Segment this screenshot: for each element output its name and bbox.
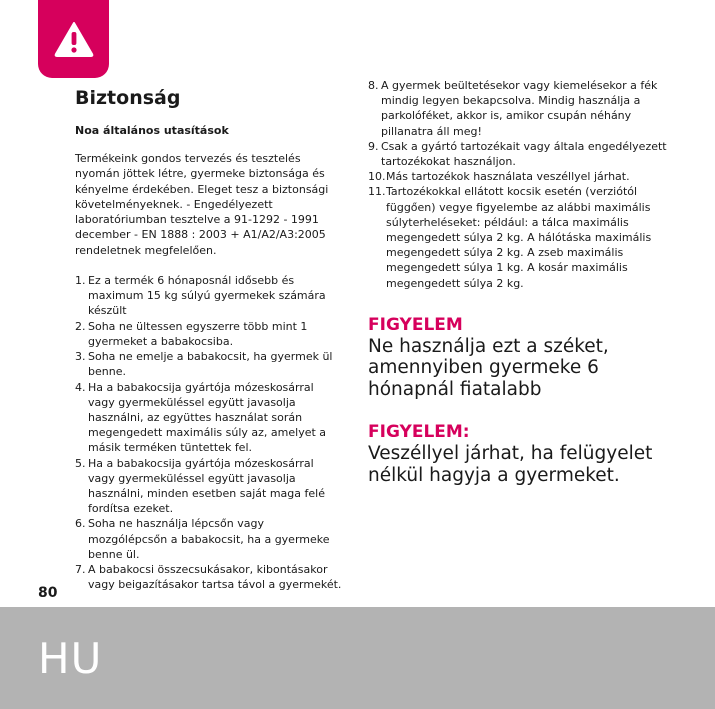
- warning-text: Ne használja ezt a széket, amennyiben gyermeke 6 hónapnál fiatalabb: [368, 335, 609, 400]
- warning-block-2: [368, 422, 668, 486]
- section-subtitle: Noa általános utasítások: [75, 124, 229, 137]
- warning-heading: FIGYELEM:: [368, 422, 470, 443]
- footer-band: [0, 607, 715, 709]
- list-item: 2. Soha ne ültessen egyszerre több mint 1 gyermeket a babakocsiba.: [75, 319, 308, 348]
- list-item: 3. Soha ne emelje a babakocsit, ha gyermek ül benne.: [75, 350, 333, 379]
- instructions-list-left: [75, 273, 343, 592]
- page-number: 80: [38, 585, 58, 601]
- list-item: 8. A gyermek beültetésekor vagy kiemelésekor a fék mindig legyen bekapcsolva. Mindig használja a parkolóféket, akkor is, amikor csupán néhány pillanatra áll meg!: [368, 79, 658, 138]
- list-item: 9. Csak a gyártó tartozékait vagy általa engedélyezett tartozékokat használjon.: [368, 139, 667, 169]
- warning-text: Veszéllyel járhat, ha felügyelet nélkül hagyja a gyermeket.: [368, 443, 653, 486]
- warning-heading: FIGYELEM: [368, 314, 463, 335]
- instructions-list-right: [368, 78, 668, 291]
- right-column: [368, 78, 668, 486]
- warning-triangle-icon: [54, 21, 94, 57]
- language-code: HU: [38, 634, 103, 683]
- list-item: 11.Tartozékokkal ellátott kocsik esetén (verziótól függően) vegye figyelembe az alábbi maximális súlyterheléseket: például: a tálca maximális megengedett súlya 2 kg. A hálótáska maximális megengedett súlya 2 kg. A zseb maximális megengedett súlya 1 kg. A kosár maximális megengedett súlya 2 kg.: [368, 185, 652, 290]
- left-column: [75, 86, 343, 592]
- list-item: 5. Ha a babakocsija gyártója mózeskosárral vagy gyermeküléssel együtt javasolja használni, minden esetben saját maga felé fordítsa ezeket.: [75, 456, 325, 516]
- list-item: 1. Ez a termék 6 hónaposnál idősebb és maximum 15 kg súlyú gyermekek számára készült: [75, 274, 326, 318]
- warning-block-1: [368, 315, 668, 401]
- list-item: 4. Ha a babakocsija gyártója mózeskosárral vagy gyermeküléssel együtt javasolja használni, az együttes használat során megengedett maximális súly az, amelyet a másik terméken tüntettek fel.: [75, 380, 327, 455]
- list-item: 10.Más tartozékok használata veszéllyel járhat.: [368, 170, 630, 184]
- list-item: 7. A babakocsi összecsukásakor, kibontásakor vagy beigazításakor tartsa távol a gyermekét.: [75, 562, 342, 592]
- warning-tab: [38, 0, 109, 78]
- page-title: Biztonság: [75, 87, 181, 109]
- list-item: 6. Soha ne használja lépcsőn vagy mozgólépcsőn a babakocsit, ha a gyermeke benne ül.: [75, 517, 330, 561]
- intro-paragraph: Termékeink gondos tervezés és tesztelés nyomán jöttek létre, gyermeke biztonsága és kényelme érdekében. Eleget tesz a biztonsági követelményeknek. - Engedélyezett laboratóriumban tesztelve a 91-1292 - 1991 december - EN 1888 : 2003 + A1/A2/A3:2005 rendeletnek megfelelően.: [75, 152, 329, 257]
